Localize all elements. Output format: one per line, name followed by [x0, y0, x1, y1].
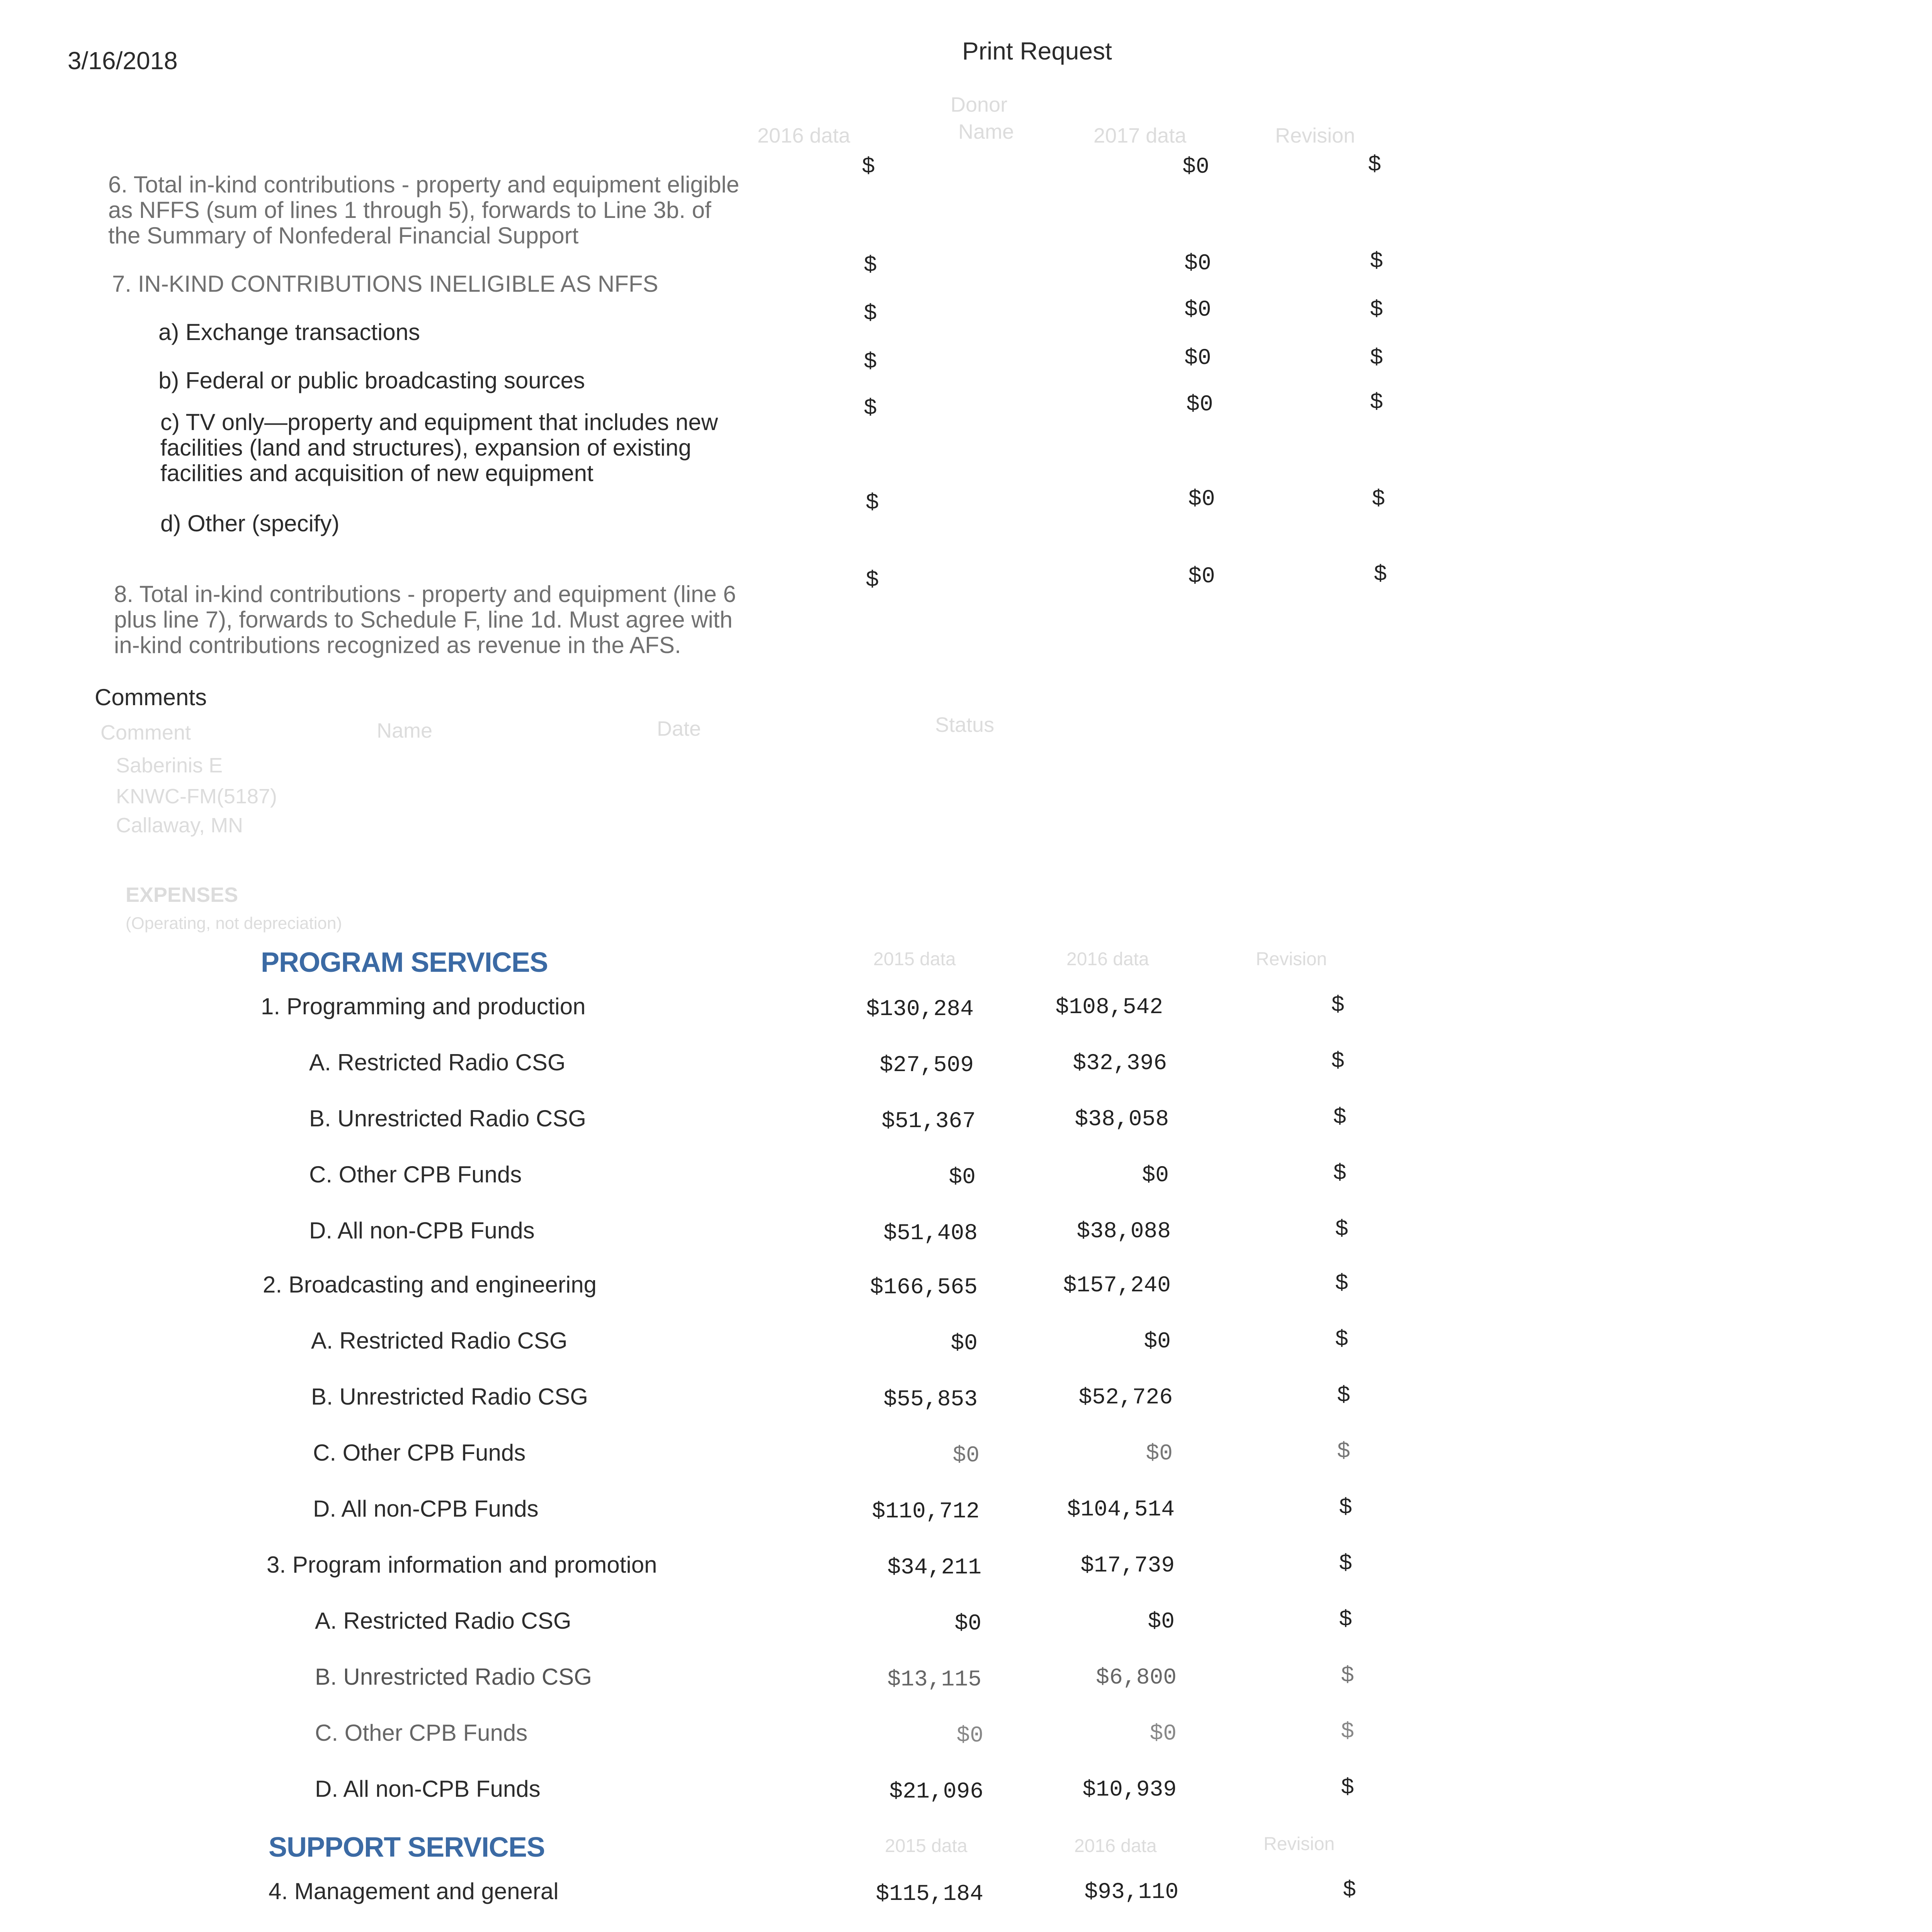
in-kind-7-col2: $0	[1184, 251, 1211, 276]
ghost-expenses-title: EXPENSES	[126, 883, 238, 906]
expense-row-value-3: $	[1331, 1049, 1345, 1074]
expense-row-label: 1. Programming and production	[261, 993, 586, 1019]
expense-row-label: 2. Broadcasting and engineering	[263, 1272, 597, 1298]
ghost-ps-col2: 2016 data	[1066, 949, 1149, 969]
expense-row-value-2: $108,542	[1055, 995, 1163, 1020]
expense-row-value-1: $115,184	[876, 1882, 983, 1907]
in-kind-7d-col2: $0	[1188, 487, 1215, 512]
expense-row-value-3: $	[1343, 1878, 1356, 1903]
expense-row-value-3: $	[1341, 1719, 1354, 1745]
ghost-ps-col1: 2015 data	[873, 949, 956, 969]
expense-row-value-1: $55,853	[883, 1387, 978, 1412]
in-kind-6-col2: $0	[1182, 155, 1209, 180]
ghost-comment-line: KNWC-FM(5187)	[116, 785, 277, 808]
expense-row-value-1: $51,408	[883, 1221, 978, 1246]
expense-row-value-2: $93,110	[1084, 1880, 1179, 1905]
expense-row-value-3: $	[1335, 1327, 1349, 1352]
expense-row-label: B. Unrestricted Radio CSG	[309, 1105, 586, 1131]
ghost-name-col: Name	[377, 719, 433, 742]
expense-row-value-3: $	[1333, 1105, 1347, 1130]
ghost-ss-col3: Revision	[1264, 1834, 1335, 1854]
in-kind-7d-col1: $	[866, 491, 879, 516]
expense-row-value-2: $0	[1148, 1609, 1175, 1634]
expense-row-value-3: $	[1339, 1607, 1352, 1633]
expense-row-value-3: $	[1339, 1551, 1352, 1577]
print-date: 3/16/2018	[68, 47, 178, 75]
expense-row-value-3: $	[1341, 1663, 1354, 1689]
program-services-title: PROGRAM SERVICES	[261, 947, 548, 978]
in-kind-7d-col3: $	[1372, 487, 1385, 512]
expense-row-label: C. Other CPB Funds	[309, 1162, 522, 1187]
in-kind-7c-col3: $	[1370, 390, 1383, 415]
expense-row-value-1: $110,712	[872, 1499, 980, 1524]
expense-row-value-2: $0	[1144, 1329, 1171, 1354]
in-kind-7a-col2: $0	[1184, 298, 1211, 323]
ghost-comment-line: Callaway, MN	[116, 814, 243, 837]
expense-row-value-2: $0	[1146, 1441, 1173, 1466]
expense-row-label: D. All non-CPB Funds	[313, 1496, 539, 1522]
in-kind-7b-col1: $	[864, 350, 877, 375]
expense-row-label: B. Unrestricted Radio CSG	[315, 1664, 592, 1690]
in-kind-7-col3: $	[1370, 249, 1383, 274]
expense-row-value-2: $17,739	[1080, 1553, 1175, 1578]
expense-row-label: 4. Management and general	[269, 1878, 559, 1904]
ghost-header-col3: Revision	[1275, 124, 1355, 147]
in-kind-7c-col1: $	[864, 396, 877, 421]
expense-row-value-2: $0	[1142, 1163, 1169, 1188]
ghost-header-donor: Donor	[951, 93, 1008, 116]
in-kind-line-7c: c) TV only—property and equipment that includes new facilities (land and structures), expansion of existing facilities and acquisition of new equipment	[160, 409, 718, 486]
expense-row-value-1: $0	[949, 1165, 976, 1190]
expense-row-label: A. Restricted Radio CSG	[315, 1608, 571, 1634]
ghost-comment-line: Saberinis E	[116, 754, 223, 777]
expense-row-value-3: $	[1335, 1217, 1349, 1242]
in-kind-7a-col1: $	[864, 301, 877, 327]
in-kind-line-8: 8. Total in-kind contributions - property and equipment (line 6 plus line 7), forwards to Schedule F, line 1d. Must agree with in-kind contributions recognized as revenue in the AFS.	[114, 581, 736, 658]
in-kind-8-col1: $	[866, 568, 879, 593]
in-kind-7a-col3: $	[1370, 298, 1383, 323]
in-kind-line-7: 7. IN-KIND CONTRIBUTIONS INELIGIBLE AS NFFS	[112, 271, 658, 297]
ghost-ss-col1: 2015 data	[885, 1836, 968, 1856]
expense-row-value-1: $13,115	[887, 1667, 981, 1692]
expense-row-value-3: $	[1339, 1495, 1352, 1520]
page-title: Print Request	[962, 37, 1112, 65]
expense-row-value-1: $34,211	[887, 1555, 981, 1580]
expense-row-value-2: $157,240	[1063, 1273, 1171, 1298]
expense-row-value-2: $104,514	[1067, 1497, 1175, 1522]
expense-row-value-2: $38,088	[1077, 1219, 1171, 1244]
in-kind-line-6: 6. Total in-kind contributions - property and equipment eligible as NFFS (sum of lines 1 through 5), forwards to Line 3b. of the Summary of Nonfederal Financial Support	[108, 172, 740, 248]
expense-row-value-1: $27,509	[879, 1053, 974, 1078]
expense-row-value-1: $21,096	[889, 1779, 983, 1804]
comments-title: Comments	[95, 684, 207, 710]
in-kind-6-col3: $	[1368, 153, 1381, 178]
expense-row-value-1: $130,284	[866, 997, 974, 1022]
in-kind-7c-col2: $0	[1186, 392, 1213, 417]
expense-row-label: 3. Program information and promotion	[267, 1552, 657, 1578]
in-kind-line-7a: a) Exchange transactions	[158, 319, 420, 345]
expense-row-value-3: $	[1337, 1383, 1350, 1408]
expense-row-value-1: $166,565	[870, 1275, 978, 1300]
expense-row-value-3: $	[1333, 1161, 1347, 1186]
expense-row-value-2: $52,726	[1078, 1385, 1173, 1410]
in-kind-6-col1: $	[862, 155, 875, 180]
expense-row-label: C. Other CPB Funds	[313, 1440, 526, 1466]
in-kind-8-col2: $0	[1188, 564, 1215, 589]
ghost-date-col: Date	[657, 717, 701, 740]
in-kind-8-col3: $	[1374, 562, 1387, 587]
expense-row-value-2: $32,396	[1073, 1051, 1167, 1076]
ghost-comment-col: Comment	[100, 721, 191, 744]
expense-row-value-3: $	[1337, 1439, 1350, 1464]
in-kind-line-7b: b) Federal or public broadcasting sources	[158, 367, 585, 393]
expense-row-value-1: $0	[951, 1331, 978, 1356]
expense-row-value-2: $10,939	[1082, 1777, 1177, 1803]
ghost-expenses-subtitle: (Operating, not depreciation)	[126, 914, 342, 933]
ghost-header-col2: 2017 data	[1094, 124, 1187, 147]
ghost-ss-col2: 2016 data	[1074, 1836, 1157, 1856]
expense-row-label: B. Unrestricted Radio CSG	[311, 1384, 588, 1410]
expense-row-value-1: $0	[952, 1443, 980, 1468]
expense-row-value-1: $0	[956, 1723, 983, 1748]
expense-row-label: D. All non-CPB Funds	[309, 1218, 535, 1243]
in-kind-line-7d: d) Other (specify)	[160, 510, 340, 536]
expense-row-value-1: $0	[954, 1611, 981, 1636]
ghost-ps-col3: Revision	[1256, 949, 1327, 969]
in-kind-7b-col3: $	[1370, 346, 1383, 371]
expense-row-value-3: $	[1341, 1776, 1354, 1801]
expense-row-label: A. Restricted Radio CSG	[311, 1328, 568, 1354]
expense-row-label: A. Restricted Radio CSG	[309, 1049, 566, 1075]
expense-row-value-3: $	[1331, 993, 1345, 1018]
expense-row-label: C. Other CPB Funds	[315, 1720, 528, 1746]
expense-row-label: D. All non-CPB Funds	[315, 1776, 541, 1802]
expense-row-value-3: $	[1335, 1271, 1349, 1296]
ghost-header-col1: 2016 data	[757, 124, 850, 147]
support-services-title: SUPPORT SERVICES	[269, 1832, 545, 1863]
in-kind-7b-col2: $0	[1184, 346, 1211, 371]
ghost-status-col: Status	[935, 713, 995, 736]
expense-row-value-2: $0	[1150, 1721, 1177, 1747]
expense-row-value-1: $51,367	[881, 1109, 976, 1134]
expense-row-value-2: $6,800	[1096, 1665, 1177, 1690]
ghost-header-name: Name	[958, 120, 1014, 143]
expense-row-value-2: $38,058	[1075, 1107, 1169, 1132]
in-kind-7-col1: $	[864, 253, 877, 278]
